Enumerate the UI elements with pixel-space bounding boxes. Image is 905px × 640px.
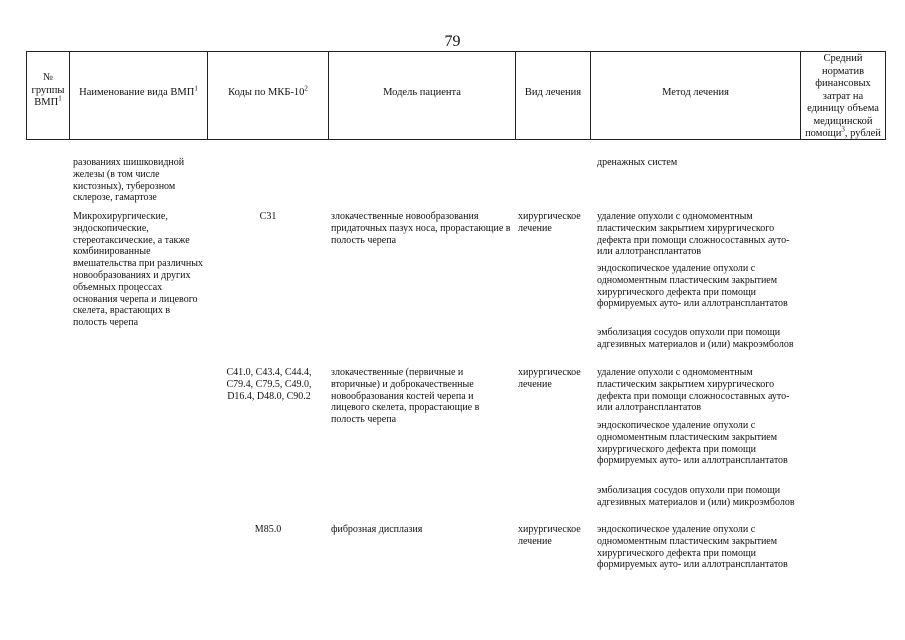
footnote-marker: 1 — [194, 84, 198, 93]
treatment-type: хирургическое лечение — [518, 524, 581, 547]
treatment-method: эндоскопическое удаление опухоли с одномоментным пластическим закрытием хирургического дефекта при помощи формируемых ауто- или аллотрансплантатов — [597, 420, 788, 467]
header-icd-codes — [208, 84, 328, 100]
header-col3-text: Коды по МКБ-10 — [228, 87, 305, 98]
treatment-type: хирургическое лечение — [518, 211, 581, 234]
header-patient-model: Модель пациента — [383, 87, 461, 98]
treatment-method: эмболизация сосудов опухоли при помощи адгезивных материалов и (или) микроэмболов — [597, 485, 795, 508]
header-divider — [885, 51, 886, 140]
header-col1-line3: ВМП — [34, 97, 59, 108]
page-number: 79 — [444, 33, 461, 50]
header-cost-standard — [805, 53, 881, 141]
header-col1-line2: группы — [31, 84, 65, 96]
icd-codes: M85.0 — [254, 524, 282, 535]
footnote-marker: 2 — [304, 84, 308, 93]
header-bottom-border — [26, 139, 886, 140]
treatment-method: эндоскопическое удаление опухоли с одномоментным пластическим закрытием хирургического дефекта при помощи формируемых ауто- или аллотрансплантатов — [597, 263, 788, 310]
vmp-name-continuation: разованиях шишковидной железы (в том числе кистозных), туберозном склерозе, гамартозе — [73, 157, 185, 204]
treatment-type: хирургическое лечение — [518, 367, 581, 390]
header-group-number — [27, 72, 69, 110]
vmp-name: Микрохирургические, эндоскопические, стереотаксические, а также комбинированные вмешательства при различных новообразованиях и других объемных процессах основания черепа и лицевого скелета, врастающих в полость черепа — [73, 211, 203, 329]
header-col7-text: Средний норматив финансовых затрат на единицу объема медицинской помощи — [805, 53, 879, 139]
header-col1-line1: № — [42, 72, 54, 83]
treatment-method: эндоскопическое удаление опухоли с одномоментным пластическим закрытием хирургического дефекта при помощи формируемых ауто- или аллотрансплантатов — [597, 524, 788, 571]
header-treatment-type: Вид лечения — [524, 87, 582, 98]
icd-codes: C41.0, C43.4, C44.4, C79.4, C79.5, C49.0, D16.4, D48.0, C90.2 — [226, 367, 312, 402]
treatment-method: удаление опухоли с одномоментным пластическим закрытием хирургического дефекта при помощи сложносоставных ауто- или аллотрансплантатов — [597, 211, 790, 258]
footnote-marker: 3 — [841, 125, 845, 134]
method-continuation: дренажных систем — [597, 157, 678, 168]
header-top-border — [26, 51, 886, 52]
treatment-method: удаление опухоли с одномоментным пластическим закрытием хирургического дефекта при помощи сложносоставных ауто- или аллотрансплантатов — [597, 367, 790, 414]
icd-codes: C31 — [259, 211, 277, 222]
header-divider — [800, 51, 801, 140]
header-vmp-name — [70, 84, 207, 100]
patient-model: фиброзная дисплазия — [331, 524, 423, 535]
treatment-method: эмболизация сосудов опухоли при помощи адгезивных материалов и (или) макроэмболов — [597, 327, 794, 350]
header-col7-suffix: , рублей — [844, 128, 881, 139]
patient-model: злокачественные (первичные и вторичные) и доброкачественные новообразования костей черепа и лицевого скелета, прорастающие в полость черепа — [331, 367, 480, 426]
patient-model: злокачественные новообразования придаточных пазух носа, прорастающие в полость черепа — [331, 211, 511, 246]
footnote-marker: 1 — [58, 94, 62, 103]
header-col2-text: Наименование вида ВМП — [79, 87, 195, 98]
header-treatment-method: Метод лечения — [662, 87, 729, 98]
